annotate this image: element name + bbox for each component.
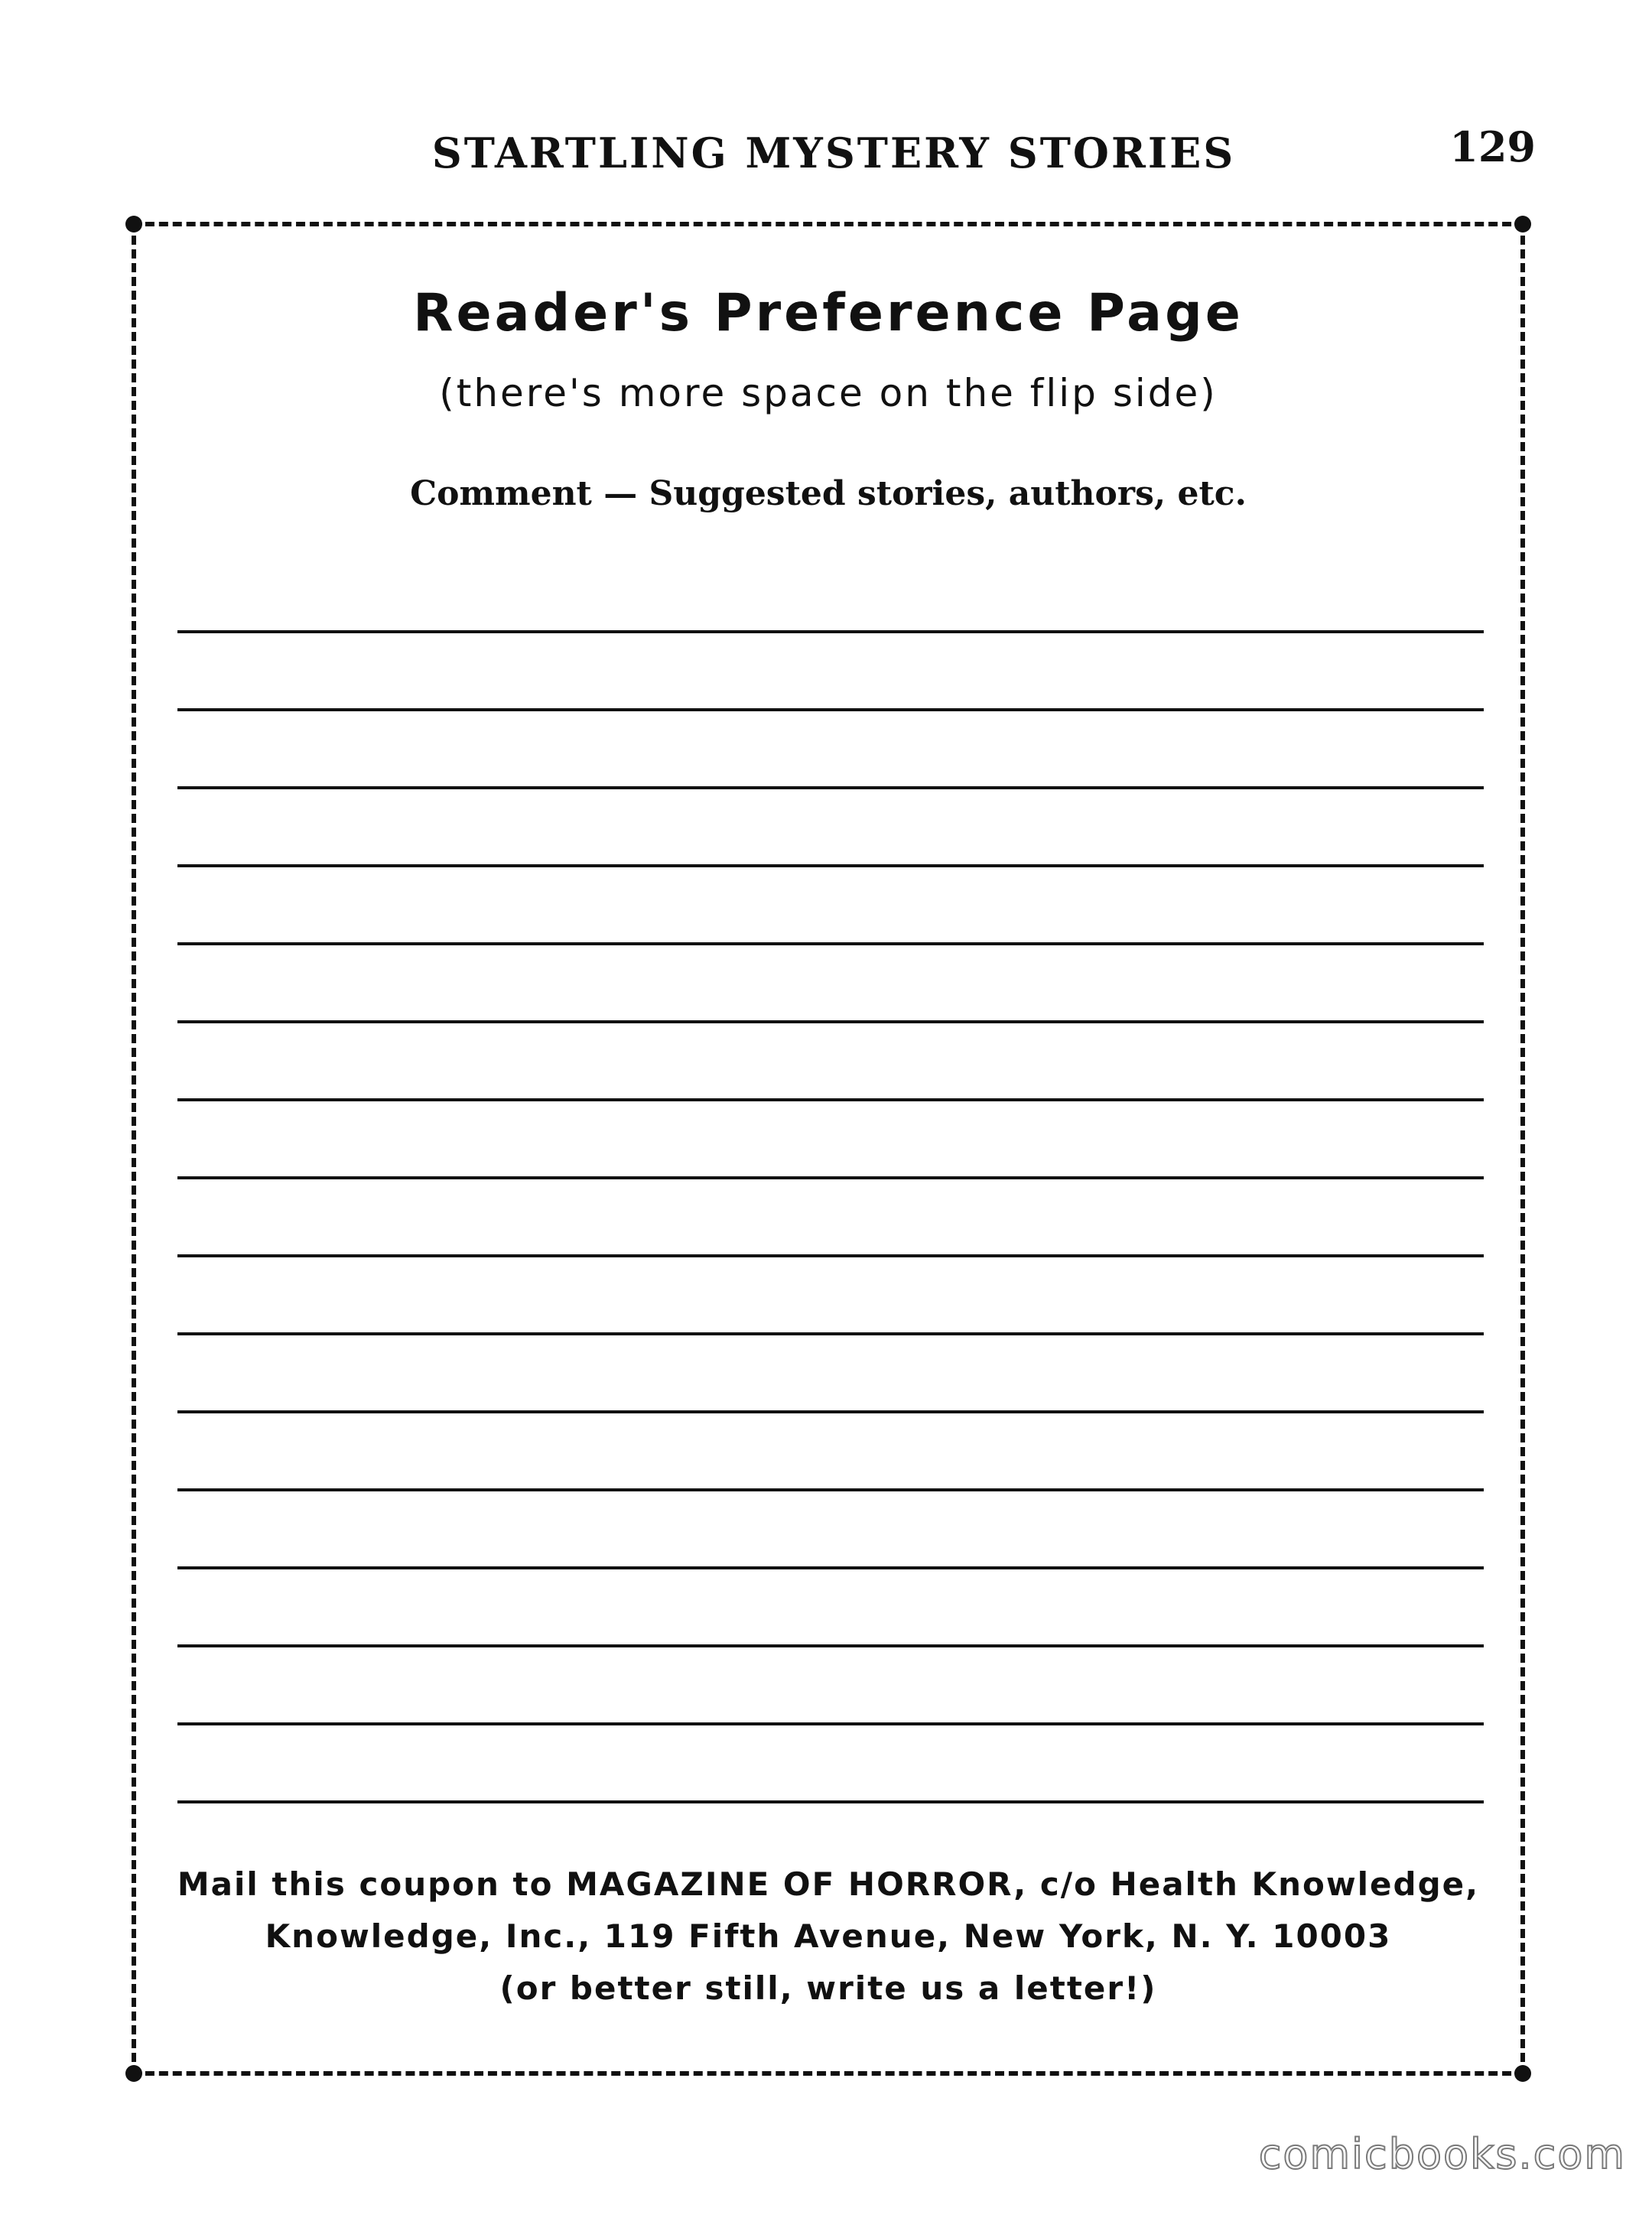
frame-corner-ornament: [125, 216, 142, 233]
writing-line[interactable]: [177, 867, 1484, 945]
writing-lines: [177, 630, 1484, 1803]
writing-line[interactable]: [177, 1257, 1484, 1335]
writing-line[interactable]: [177, 1179, 1484, 1257]
writing-line[interactable]: [177, 633, 1484, 711]
writing-line[interactable]: [177, 1725, 1484, 1803]
comment-label: Comment — Suggested stories, authors, etc.: [410, 474, 1247, 513]
running-head: STARTLING MYSTERY STORIES: [431, 128, 1236, 177]
writing-line[interactable]: [177, 1023, 1484, 1101]
writing-line[interactable]: [177, 1101, 1484, 1179]
writing-line[interactable]: [177, 945, 1484, 1023]
mailing-line-3: (or better still, write us a letter!): [499, 1969, 1157, 2007]
writing-line[interactable]: [177, 1569, 1484, 1647]
writing-line[interactable]: [177, 1491, 1484, 1569]
writing-line[interactable]: [177, 711, 1484, 789]
frame-corner-ornament: [125, 2065, 142, 2082]
mailing-instructions: [153, 1859, 1504, 2015]
writing-line[interactable]: [177, 1335, 1484, 1413]
page-number: 129: [1449, 122, 1536, 171]
writing-line[interactable]: [177, 789, 1484, 867]
frame-corner-ornament: [1514, 2065, 1531, 2082]
writing-line[interactable]: [177, 1647, 1484, 1725]
form-subtitle: (there's more space on the flip side): [439, 371, 1218, 415]
writing-line[interactable]: [177, 1413, 1484, 1491]
frame-corner-ornament: [1514, 216, 1531, 233]
watermark: comicbooks.com: [1258, 2130, 1626, 2178]
form-title: Reader's Preference Page: [413, 283, 1244, 343]
mailing-line-1: Mail this coupon to MAGAZINE OF HORROR, c/o Health Knowledge,: [177, 1865, 1480, 1903]
mailing-line-2: Knowledge, Inc., 119 Fifth Avenue, New York, N. Y. 10003: [265, 1917, 1392, 1955]
